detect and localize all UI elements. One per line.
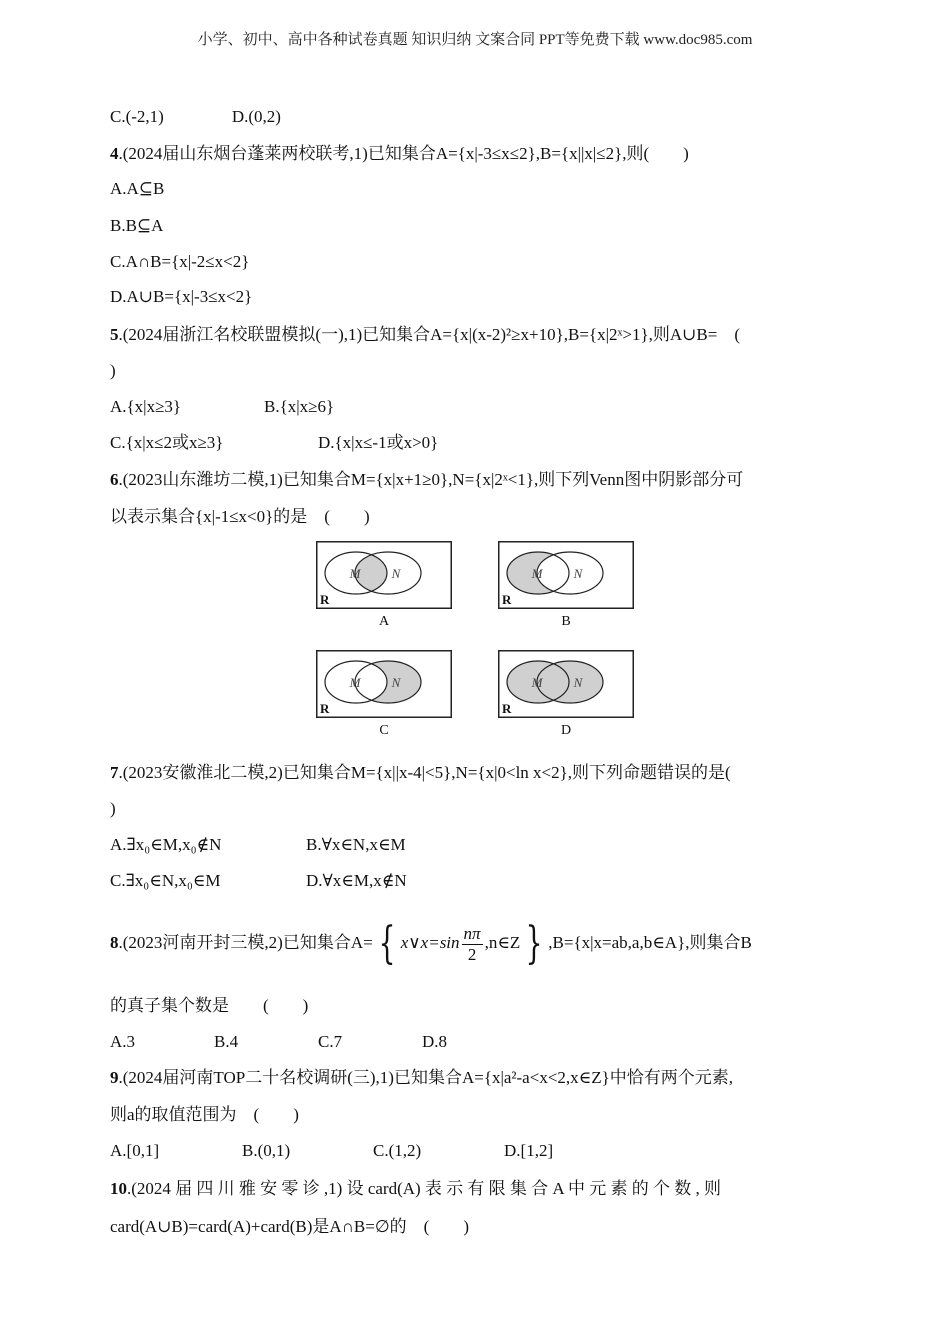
option-d: D.∀x∈M,x∉N xyxy=(306,871,407,890)
question-7-stem xyxy=(110,762,731,784)
universe-label: R xyxy=(320,592,330,607)
option-d: D.(0,2) xyxy=(231,107,281,126)
question-7-stem-cont: ) xyxy=(110,799,116,818)
shaded-region xyxy=(507,552,603,594)
option-c: C.7 xyxy=(318,1032,343,1051)
set-n-label: N xyxy=(391,675,401,690)
option-b: B.4 xyxy=(214,1032,239,1051)
set-m-label: M xyxy=(349,675,361,690)
options-row xyxy=(110,1140,553,1162)
option-d: D.A∪B={x|-3≤x<2} xyxy=(110,287,253,306)
question-number: 8 xyxy=(110,933,119,952)
question-text: .(2024 届 四 川 雅 安 零 诊 ,1) 设 card(A) 表 示 有 限 集 合 A 中 元 素 的 个 数 , 则 xyxy=(127,1179,722,1198)
question-text: .(2023山东潍坊二模,1)已知集合M={x|x+1≥0},N={x|2ˣ<1},则下列Venn图中阴影部分可 xyxy=(118,470,744,489)
option-b: B.(0,1) xyxy=(242,1141,291,1160)
question-number: 9 xyxy=(110,1068,119,1087)
options-row xyxy=(110,396,334,418)
set-condition: x∨x=sin xyxy=(400,933,460,952)
venn-diagram-b xyxy=(498,541,634,609)
question-text: .(2023安徽淮北二模,2)已知集合M={x||x-4|<5},N={x|0<ln x<2},则下列命题错误的是( xyxy=(118,763,731,782)
venn-option-label: C xyxy=(379,723,389,738)
option-a: A.3 xyxy=(110,1032,136,1051)
question-10-stem-cont: card(A∪B)=card(A)+card(B)是A∩B=∅的 ( ) xyxy=(110,1217,469,1236)
set-m-label: M xyxy=(531,566,543,581)
options-row xyxy=(110,834,406,856)
set-condition-2: ,n∈Z xyxy=(484,933,521,952)
venn-option-label: B xyxy=(561,614,571,629)
option-c: C.{x|x≤2或x≥3} xyxy=(110,433,224,452)
question-text: .(2023河南开封三模,2)已知集合A= xyxy=(118,933,373,952)
universe-label: R xyxy=(502,592,512,607)
question-4-stem xyxy=(110,143,689,165)
universe-label: R xyxy=(502,701,512,716)
option-d: D.[1,2] xyxy=(504,1141,554,1160)
option-d: D.8 xyxy=(422,1032,448,1051)
question-text: .(2024届山东烟台蓬莱两校联考,1)已知集合A={x|-3≤x≤2},B={x||x|≤2},则( ) xyxy=(118,144,689,163)
option-c: C.(1,2) xyxy=(373,1141,422,1160)
left-brace: { xyxy=(378,918,396,970)
venn-diagram-c xyxy=(316,650,452,718)
set-m-label: M xyxy=(531,675,543,690)
question-6-stem xyxy=(110,469,743,491)
option-b: B.∀x∈N,x∈M xyxy=(306,835,406,854)
question-9-stem-cont: 则a的取值范围为 ( ) xyxy=(110,1105,299,1124)
option-d: D.{x|x≤-1或x>0} xyxy=(318,433,439,452)
option-c: C.∃x₀∈N,x₀∈M xyxy=(110,871,221,890)
set-n-label: N xyxy=(573,675,583,690)
question-number: 7 xyxy=(110,763,119,782)
fraction-numerator: nπ xyxy=(463,923,481,943)
question-10-stem xyxy=(110,1178,721,1200)
question-text-2: ,B={x|x=ab,a,b∈A},则集合B xyxy=(548,933,752,952)
question-number: 10 xyxy=(110,1179,127,1198)
option-c: C.A∩B={x|-2≤x<2} xyxy=(110,252,250,271)
page-header: 小学、初中、高中各种试卷真题 知识归纳 文案合同 PPT等免费下载 www.doc985.com xyxy=(197,32,753,48)
venn-option-label: D xyxy=(560,723,572,738)
set-n-label: N xyxy=(573,566,583,581)
option-a: A.∃x₀∈M,x₀∉N xyxy=(110,835,222,854)
question-number: 5 xyxy=(110,325,119,344)
venn-svg xyxy=(316,541,452,609)
question-5-stem xyxy=(110,324,740,346)
option-a: A.[0,1] xyxy=(110,1141,160,1160)
fraction xyxy=(462,924,483,965)
option-b: B.B⊆A xyxy=(110,216,164,235)
venn-svg xyxy=(498,541,634,609)
option-a: A.{x|x≥3} xyxy=(110,397,182,416)
shaded-region xyxy=(507,661,603,703)
options-row xyxy=(110,870,407,892)
question-number: 6 xyxy=(110,470,119,489)
fraction-denominator: 2 xyxy=(467,944,477,964)
set-m-label: M xyxy=(349,566,361,581)
question-8-stem xyxy=(110,918,752,970)
question-6-stem-cont: 以表示集合{x|-1≤x<0}的是 ( ) xyxy=(110,507,370,526)
q3-options xyxy=(110,106,281,128)
question-text: .(2024届浙江名校联盟模拟(一),1)已知集合A={x|(x-2)²≥x+10},B={x|2ˣ>1},则A∪B= ( xyxy=(118,325,740,344)
question-5-stem-cont: ) xyxy=(110,361,116,380)
venn-diagram-a xyxy=(316,541,452,609)
set-n-label: N xyxy=(391,566,401,581)
option-a: A.A⊆B xyxy=(110,179,165,198)
venn-svg xyxy=(498,650,634,718)
right-brace: } xyxy=(525,918,543,970)
option-b: B.{x|x≥6} xyxy=(264,397,335,416)
venn-diagram-d xyxy=(498,650,634,718)
venn-option-label: A xyxy=(378,614,390,629)
universe-label: R xyxy=(320,701,330,716)
option-c: C.(-2,1) xyxy=(110,107,164,126)
venn-svg xyxy=(316,650,452,718)
question-text: .(2024届河南TOP二十名校调研(三),1)已知集合A={x|a²-a<x<2,x∈Z}中恰有两个元素, xyxy=(118,1068,734,1087)
question-8-stem-cont: 的真子集个数是 ( ) xyxy=(110,996,309,1015)
options-row xyxy=(110,1031,447,1053)
question-9-stem xyxy=(110,1067,733,1089)
options-row xyxy=(110,432,438,454)
question-number: 4 xyxy=(110,144,119,163)
